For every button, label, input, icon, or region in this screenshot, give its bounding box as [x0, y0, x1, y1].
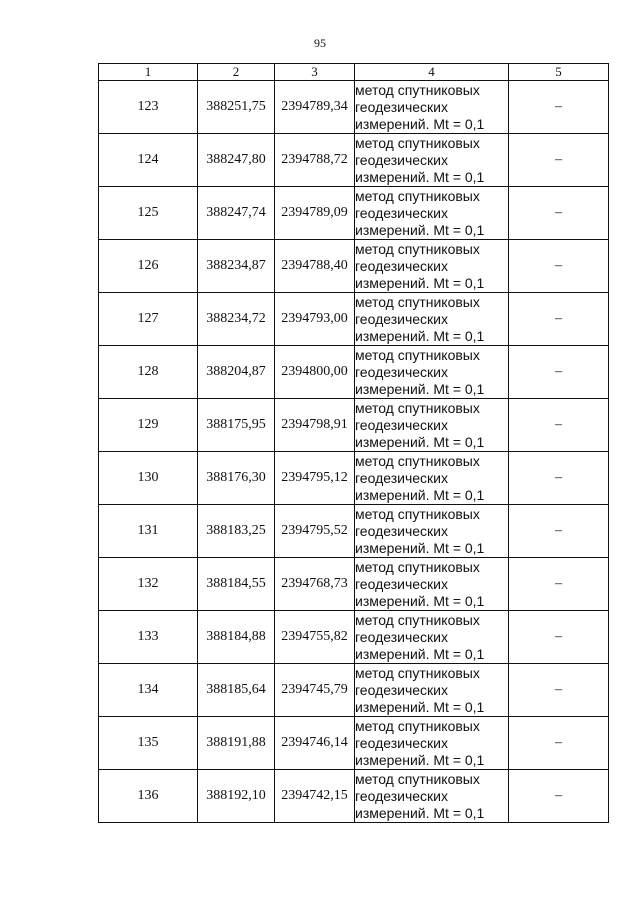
- method-line: метод спутниковых: [355, 240, 480, 257]
- table-row: [99, 452, 609, 505]
- method-line: измерений. Mt = 0,1: [355, 433, 485, 450]
- note-dash: –: [509, 558, 609, 611]
- x-coordinate: 388234,72: [198, 293, 275, 346]
- point-number: 129: [99, 399, 198, 452]
- method-line: геодезических: [355, 204, 448, 221]
- method-line: измерений. Mt = 0,1: [355, 486, 485, 503]
- note-dash: –: [509, 346, 609, 399]
- coordinates-table: [98, 63, 609, 823]
- method-description: [355, 452, 509, 505]
- x-coordinate: 388185,64: [198, 664, 275, 717]
- table-row: [99, 717, 609, 770]
- method-line: метод спутниковых: [355, 505, 480, 522]
- method-line: геодезических: [355, 310, 448, 327]
- table-row: [99, 240, 609, 293]
- table-body: [99, 81, 609, 823]
- method-line: геодезических: [355, 98, 448, 115]
- y-coordinate: 2394798,91: [275, 399, 355, 452]
- table-row: [99, 187, 609, 240]
- note-dash: –: [509, 134, 609, 187]
- table-header-row: [99, 64, 609, 81]
- y-coordinate: 2394795,12: [275, 452, 355, 505]
- method-line: метод спутниковых: [355, 399, 480, 416]
- y-coordinate: 2394768,73: [275, 558, 355, 611]
- note-dash: –: [509, 187, 609, 240]
- method-line: измерений. Mt = 0,1: [355, 645, 485, 662]
- method-line: геодезических: [355, 681, 448, 698]
- method-line: геодезических: [355, 363, 448, 380]
- method-description: [355, 293, 509, 346]
- table-row: [99, 664, 609, 717]
- method-line: геодезических: [355, 469, 448, 486]
- x-coordinate: 388204,87: [198, 346, 275, 399]
- table-row: [99, 611, 609, 664]
- method-line: измерений. Mt = 0,1: [355, 221, 485, 238]
- method-line: измерений. Mt = 0,1: [355, 168, 485, 185]
- column-header-1: 1: [99, 64, 198, 81]
- note-dash: –: [509, 717, 609, 770]
- point-number: 133: [99, 611, 198, 664]
- method-line: измерений. Mt = 0,1: [355, 115, 485, 132]
- table-row: [99, 770, 609, 823]
- method-line: геодезических: [355, 416, 448, 433]
- method-description: [355, 81, 509, 134]
- x-coordinate: 388247,80: [198, 134, 275, 187]
- y-coordinate: 2394742,15: [275, 770, 355, 823]
- y-coordinate: 2394789,34: [275, 81, 355, 134]
- method-description: [355, 240, 509, 293]
- table-row: [99, 399, 609, 452]
- point-number: 132: [99, 558, 198, 611]
- method-line: метод спутниковых: [355, 664, 480, 681]
- method-line: метод спутниковых: [355, 346, 480, 363]
- method-line: геодезических: [355, 787, 448, 804]
- method-line: метод спутниковых: [355, 717, 480, 734]
- method-line: метод спутниковых: [355, 452, 480, 469]
- x-coordinate: 388184,55: [198, 558, 275, 611]
- method-line: геодезических: [355, 151, 448, 168]
- method-description: [355, 611, 509, 664]
- point-number: 135: [99, 717, 198, 770]
- method-line: метод спутниковых: [355, 770, 480, 787]
- point-number: 130: [99, 452, 198, 505]
- x-coordinate: 388184,88: [198, 611, 275, 664]
- table-row: [99, 346, 609, 399]
- method-line: измерений. Mt = 0,1: [355, 751, 485, 768]
- method-line: измерений. Mt = 0,1: [355, 804, 485, 821]
- point-number: 123: [99, 81, 198, 134]
- point-number: 124: [99, 134, 198, 187]
- method-line: измерений. Mt = 0,1: [355, 380, 485, 397]
- y-coordinate: 2394800,00: [275, 346, 355, 399]
- y-coordinate: 2394755,82: [275, 611, 355, 664]
- method-description: [355, 770, 509, 823]
- note-dash: –: [509, 664, 609, 717]
- note-dash: –: [509, 81, 609, 134]
- point-number: 128: [99, 346, 198, 399]
- x-coordinate: 388251,75: [198, 81, 275, 134]
- y-coordinate: 2394788,72: [275, 134, 355, 187]
- y-coordinate: 2394746,14: [275, 717, 355, 770]
- method-line: метод спутниковых: [355, 134, 480, 151]
- point-number: 126: [99, 240, 198, 293]
- note-dash: –: [509, 505, 609, 558]
- table-row: [99, 505, 609, 558]
- point-number: 125: [99, 187, 198, 240]
- method-line: метод спутниковых: [355, 558, 480, 575]
- x-coordinate: 388175,95: [198, 399, 275, 452]
- table-row: [99, 134, 609, 187]
- note-dash: –: [509, 240, 609, 293]
- page-number: 95: [314, 36, 326, 50]
- point-number: 134: [99, 664, 198, 717]
- table-row: [99, 558, 609, 611]
- point-number: 136: [99, 770, 198, 823]
- method-line: геодезических: [355, 575, 448, 592]
- method-line: измерений. Mt = 0,1: [355, 274, 485, 291]
- method-description: [355, 717, 509, 770]
- method-description: [355, 664, 509, 717]
- x-coordinate: 388192,10: [198, 770, 275, 823]
- table-row: [99, 81, 609, 134]
- method-line: геодезических: [355, 628, 448, 645]
- x-coordinate: 388176,30: [198, 452, 275, 505]
- method-description: [355, 558, 509, 611]
- method-line: измерений. Mt = 0,1: [355, 327, 485, 344]
- method-description: [355, 346, 509, 399]
- point-number: 127: [99, 293, 198, 346]
- note-dash: –: [509, 293, 609, 346]
- x-coordinate: 388247,74: [198, 187, 275, 240]
- note-dash: –: [509, 452, 609, 505]
- method-line: измерений. Mt = 0,1: [355, 592, 485, 609]
- method-line: геодезических: [355, 257, 448, 274]
- method-line: измерений. Mt = 0,1: [355, 698, 485, 715]
- column-header-2: 2: [198, 64, 275, 81]
- method-line: геодезических: [355, 522, 448, 539]
- x-coordinate: 388234,87: [198, 240, 275, 293]
- method-line: метод спутниковых: [355, 293, 480, 310]
- method-line: метод спутниковых: [355, 611, 480, 628]
- point-number: 131: [99, 505, 198, 558]
- note-dash: –: [509, 399, 609, 452]
- note-dash: –: [509, 611, 609, 664]
- y-coordinate: 2394795,52: [275, 505, 355, 558]
- y-coordinate: 2394788,40: [275, 240, 355, 293]
- column-header-5: 5: [509, 64, 609, 81]
- method-line: метод спутниковых: [355, 81, 480, 98]
- method-line: геодезических: [355, 734, 448, 751]
- method-description: [355, 399, 509, 452]
- table-row: [99, 293, 609, 346]
- y-coordinate: 2394789,09: [275, 187, 355, 240]
- x-coordinate: 388191,88: [198, 717, 275, 770]
- column-header-4: 4: [355, 64, 509, 81]
- method-description: [355, 134, 509, 187]
- y-coordinate: 2394793,00: [275, 293, 355, 346]
- method-description: [355, 505, 509, 558]
- x-coordinate: 388183,25: [198, 505, 275, 558]
- method-description: [355, 187, 509, 240]
- note-dash: –: [509, 770, 609, 823]
- column-header-3: 3: [275, 64, 355, 81]
- y-coordinate: 2394745,79: [275, 664, 355, 717]
- method-line: метод спутниковых: [355, 187, 480, 204]
- method-line: измерений. Mt = 0,1: [355, 539, 485, 556]
